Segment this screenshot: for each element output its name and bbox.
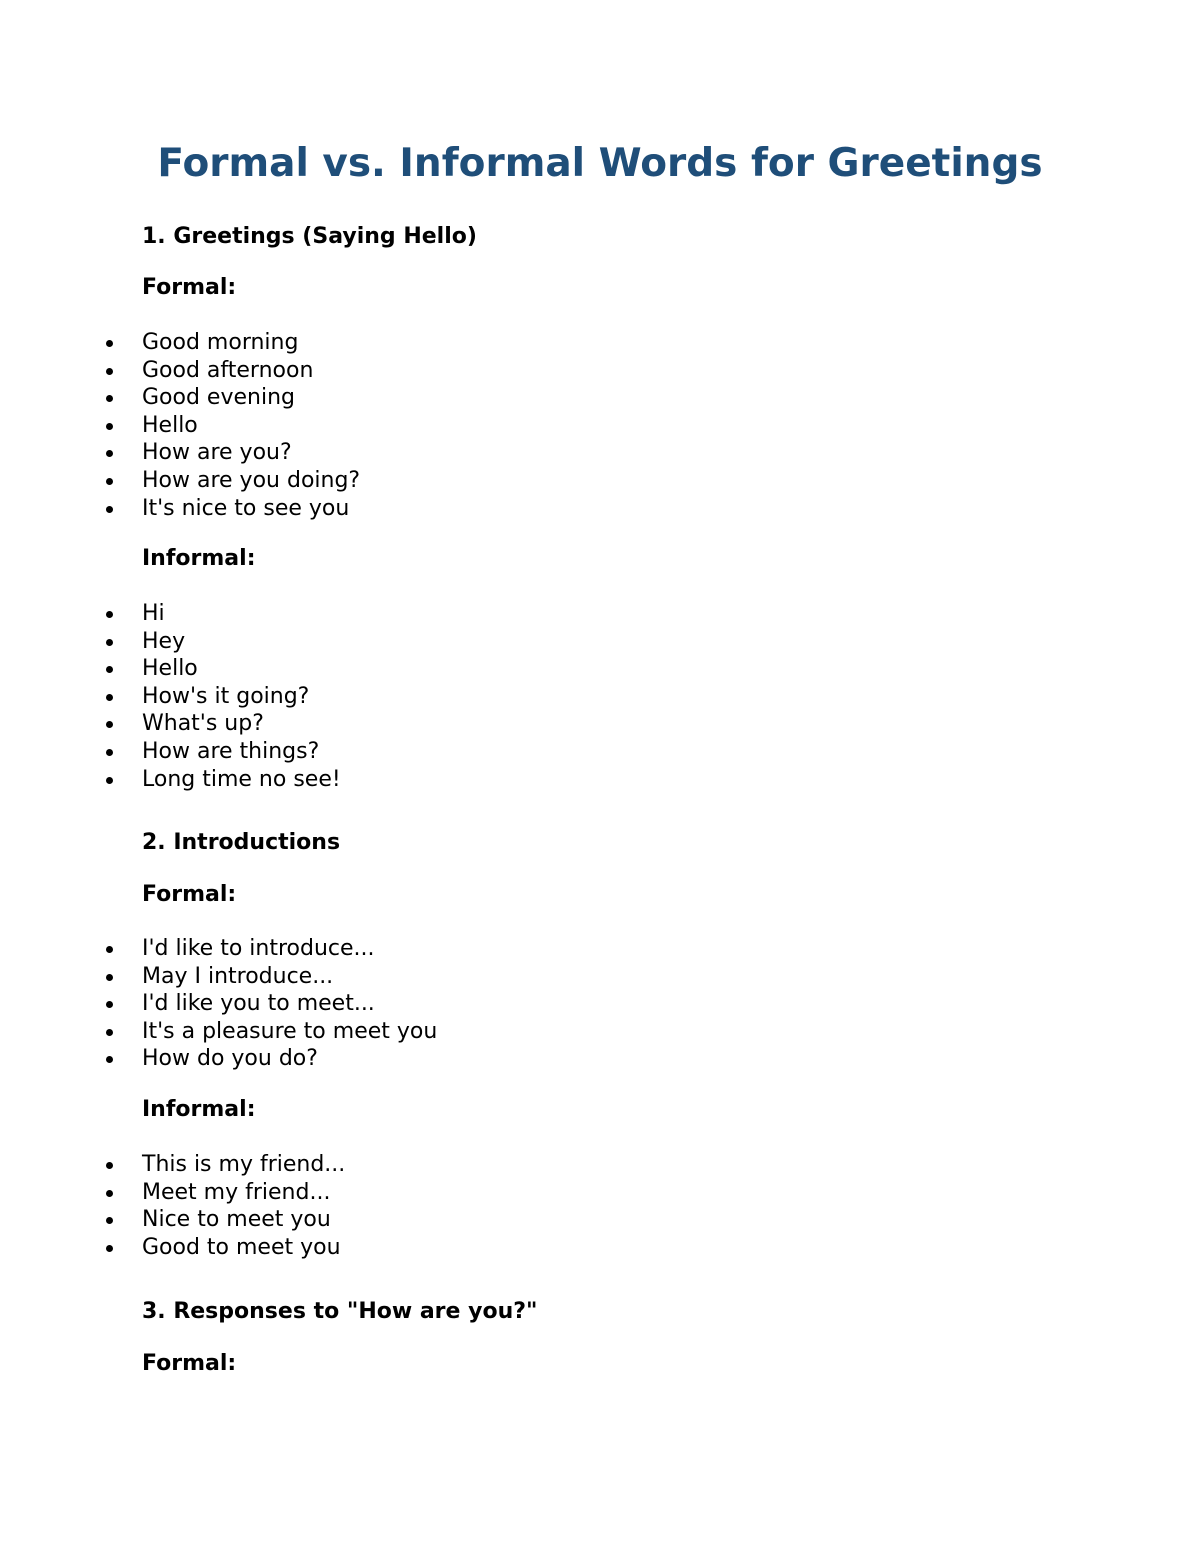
list-item: How are things?	[0, 738, 341, 766]
bullet-icon	[106, 721, 113, 728]
bullet-icon	[106, 611, 113, 618]
formal-label-introductions: Formal:	[142, 882, 237, 907]
list-item: Good evening	[0, 384, 360, 412]
list-item: Long time no see!	[0, 766, 341, 794]
list-item: Good to meet you	[0, 1234, 345, 1262]
bullet-icon	[106, 694, 113, 701]
bullet-icon	[106, 749, 113, 756]
bullet-icon	[106, 777, 113, 784]
list-item: Hello	[0, 412, 360, 440]
informal-label-greetings: Informal:	[142, 546, 256, 571]
bullet-icon	[106, 666, 113, 673]
list-item: How are you?	[0, 439, 360, 467]
bullet-icon	[106, 368, 113, 375]
list-item: Hello	[0, 655, 341, 683]
list-item: May I introduce...	[0, 963, 437, 991]
formal-list-greetings	[0, 329, 360, 522]
bullet-icon	[106, 1245, 113, 1252]
formal-label-greetings: Formal:	[142, 275, 237, 300]
bullet-icon	[106, 506, 113, 513]
bullet-icon	[106, 1162, 113, 1169]
informal-list-greetings	[0, 600, 341, 793]
informal-list-introductions	[0, 1151, 345, 1261]
list-item: Meet my friend...	[0, 1179, 345, 1207]
bullet-icon	[106, 423, 113, 430]
list-item: Hi	[0, 600, 341, 628]
list-item: I'd like you to meet...	[0, 990, 437, 1018]
list-item: Nice to meet you	[0, 1206, 345, 1234]
bullet-icon	[106, 1217, 113, 1224]
bullet-icon	[106, 1190, 113, 1197]
list-item: I'd like to introduce...	[0, 935, 437, 963]
list-item: Hey	[0, 628, 341, 656]
bullet-icon	[106, 974, 113, 981]
bullet-icon	[106, 395, 113, 402]
bullet-icon	[106, 1001, 113, 1008]
page-title: Formal vs. Informal Words for Greetings	[157, 141, 1043, 186]
bullet-icon	[106, 340, 113, 347]
bullet-icon	[106, 1029, 113, 1036]
bullet-icon	[106, 450, 113, 457]
bullet-icon	[106, 946, 113, 953]
list-item: What's up?	[0, 710, 341, 738]
informal-label-introductions: Informal:	[142, 1097, 256, 1122]
list-item: This is my friend...	[0, 1151, 345, 1179]
list-item: How are you doing?	[0, 467, 360, 495]
list-item: Good morning	[0, 329, 360, 357]
section-heading-greetings: 1. Greetings (Saying Hello)	[142, 224, 477, 249]
list-item: It's a pleasure to meet you	[0, 1018, 437, 1046]
list-item: Good afternoon	[0, 357, 360, 385]
bullet-icon	[106, 478, 113, 485]
list-item: How do you do?	[0, 1045, 437, 1073]
list-item: How's it going?	[0, 683, 341, 711]
section-heading-introductions: 2. Introductions	[142, 830, 341, 855]
formal-label-responses: Formal:	[142, 1351, 237, 1376]
section-heading-responses: 3. Responses to "How are you?"	[142, 1299, 538, 1324]
bullet-icon	[106, 639, 113, 646]
bullet-icon	[106, 1056, 113, 1063]
formal-list-introductions	[0, 935, 437, 1073]
list-item: It's nice to see you	[0, 495, 360, 523]
